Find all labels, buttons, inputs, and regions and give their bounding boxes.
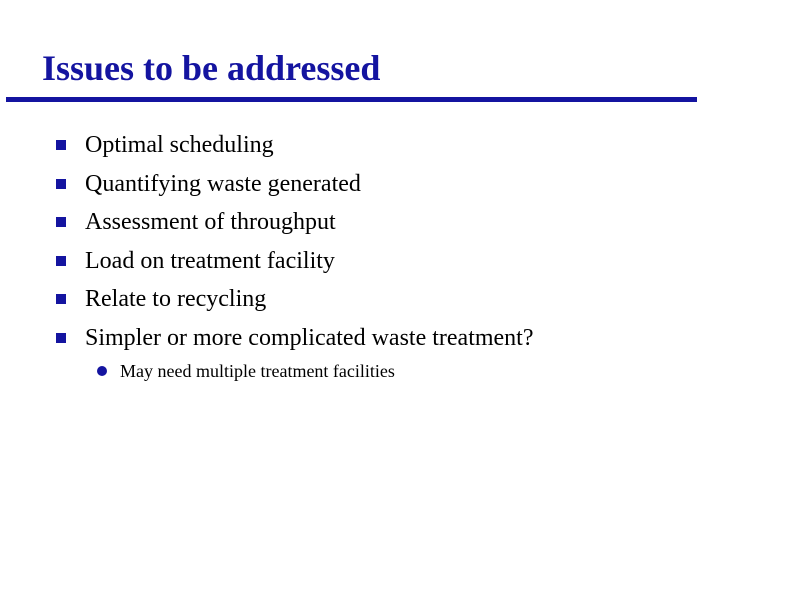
bullet-text: Optimal scheduling <box>85 132 274 158</box>
square-bullet-icon <box>56 140 66 150</box>
bullet-item <box>0 165 534 204</box>
bullet-list <box>0 126 534 384</box>
sub-bullet-group <box>0 358 534 384</box>
sub-bullet-text: May need multiple treatment facilities <box>120 360 395 381</box>
bullet-item <box>0 280 534 319</box>
bullet-text: Relate to recycling <box>85 286 267 313</box>
square-bullet-icon <box>56 256 66 266</box>
title-underline <box>6 97 697 102</box>
square-bullet-icon <box>56 333 66 343</box>
bullet-item <box>0 242 534 281</box>
bullet-item <box>0 203 534 242</box>
bullet-text: Simpler or more complicated waste treatment? <box>85 324 534 351</box>
bullet-text: Load on treatment facility <box>85 247 335 274</box>
slide-title: Issues to be addressed <box>42 48 381 88</box>
bullet-item <box>0 126 534 165</box>
square-bullet-icon <box>56 179 66 189</box>
bullet-text: Assessment of throughput <box>85 209 336 236</box>
bullet-item <box>0 319 534 358</box>
square-bullet-icon <box>56 217 66 227</box>
square-bullet-icon <box>56 294 66 304</box>
bullet-text: Quantifying waste generated <box>85 170 361 197</box>
round-bullet-icon <box>97 366 107 376</box>
sub-bullet-item <box>0 358 534 384</box>
sub-bullet-list <box>0 358 534 384</box>
